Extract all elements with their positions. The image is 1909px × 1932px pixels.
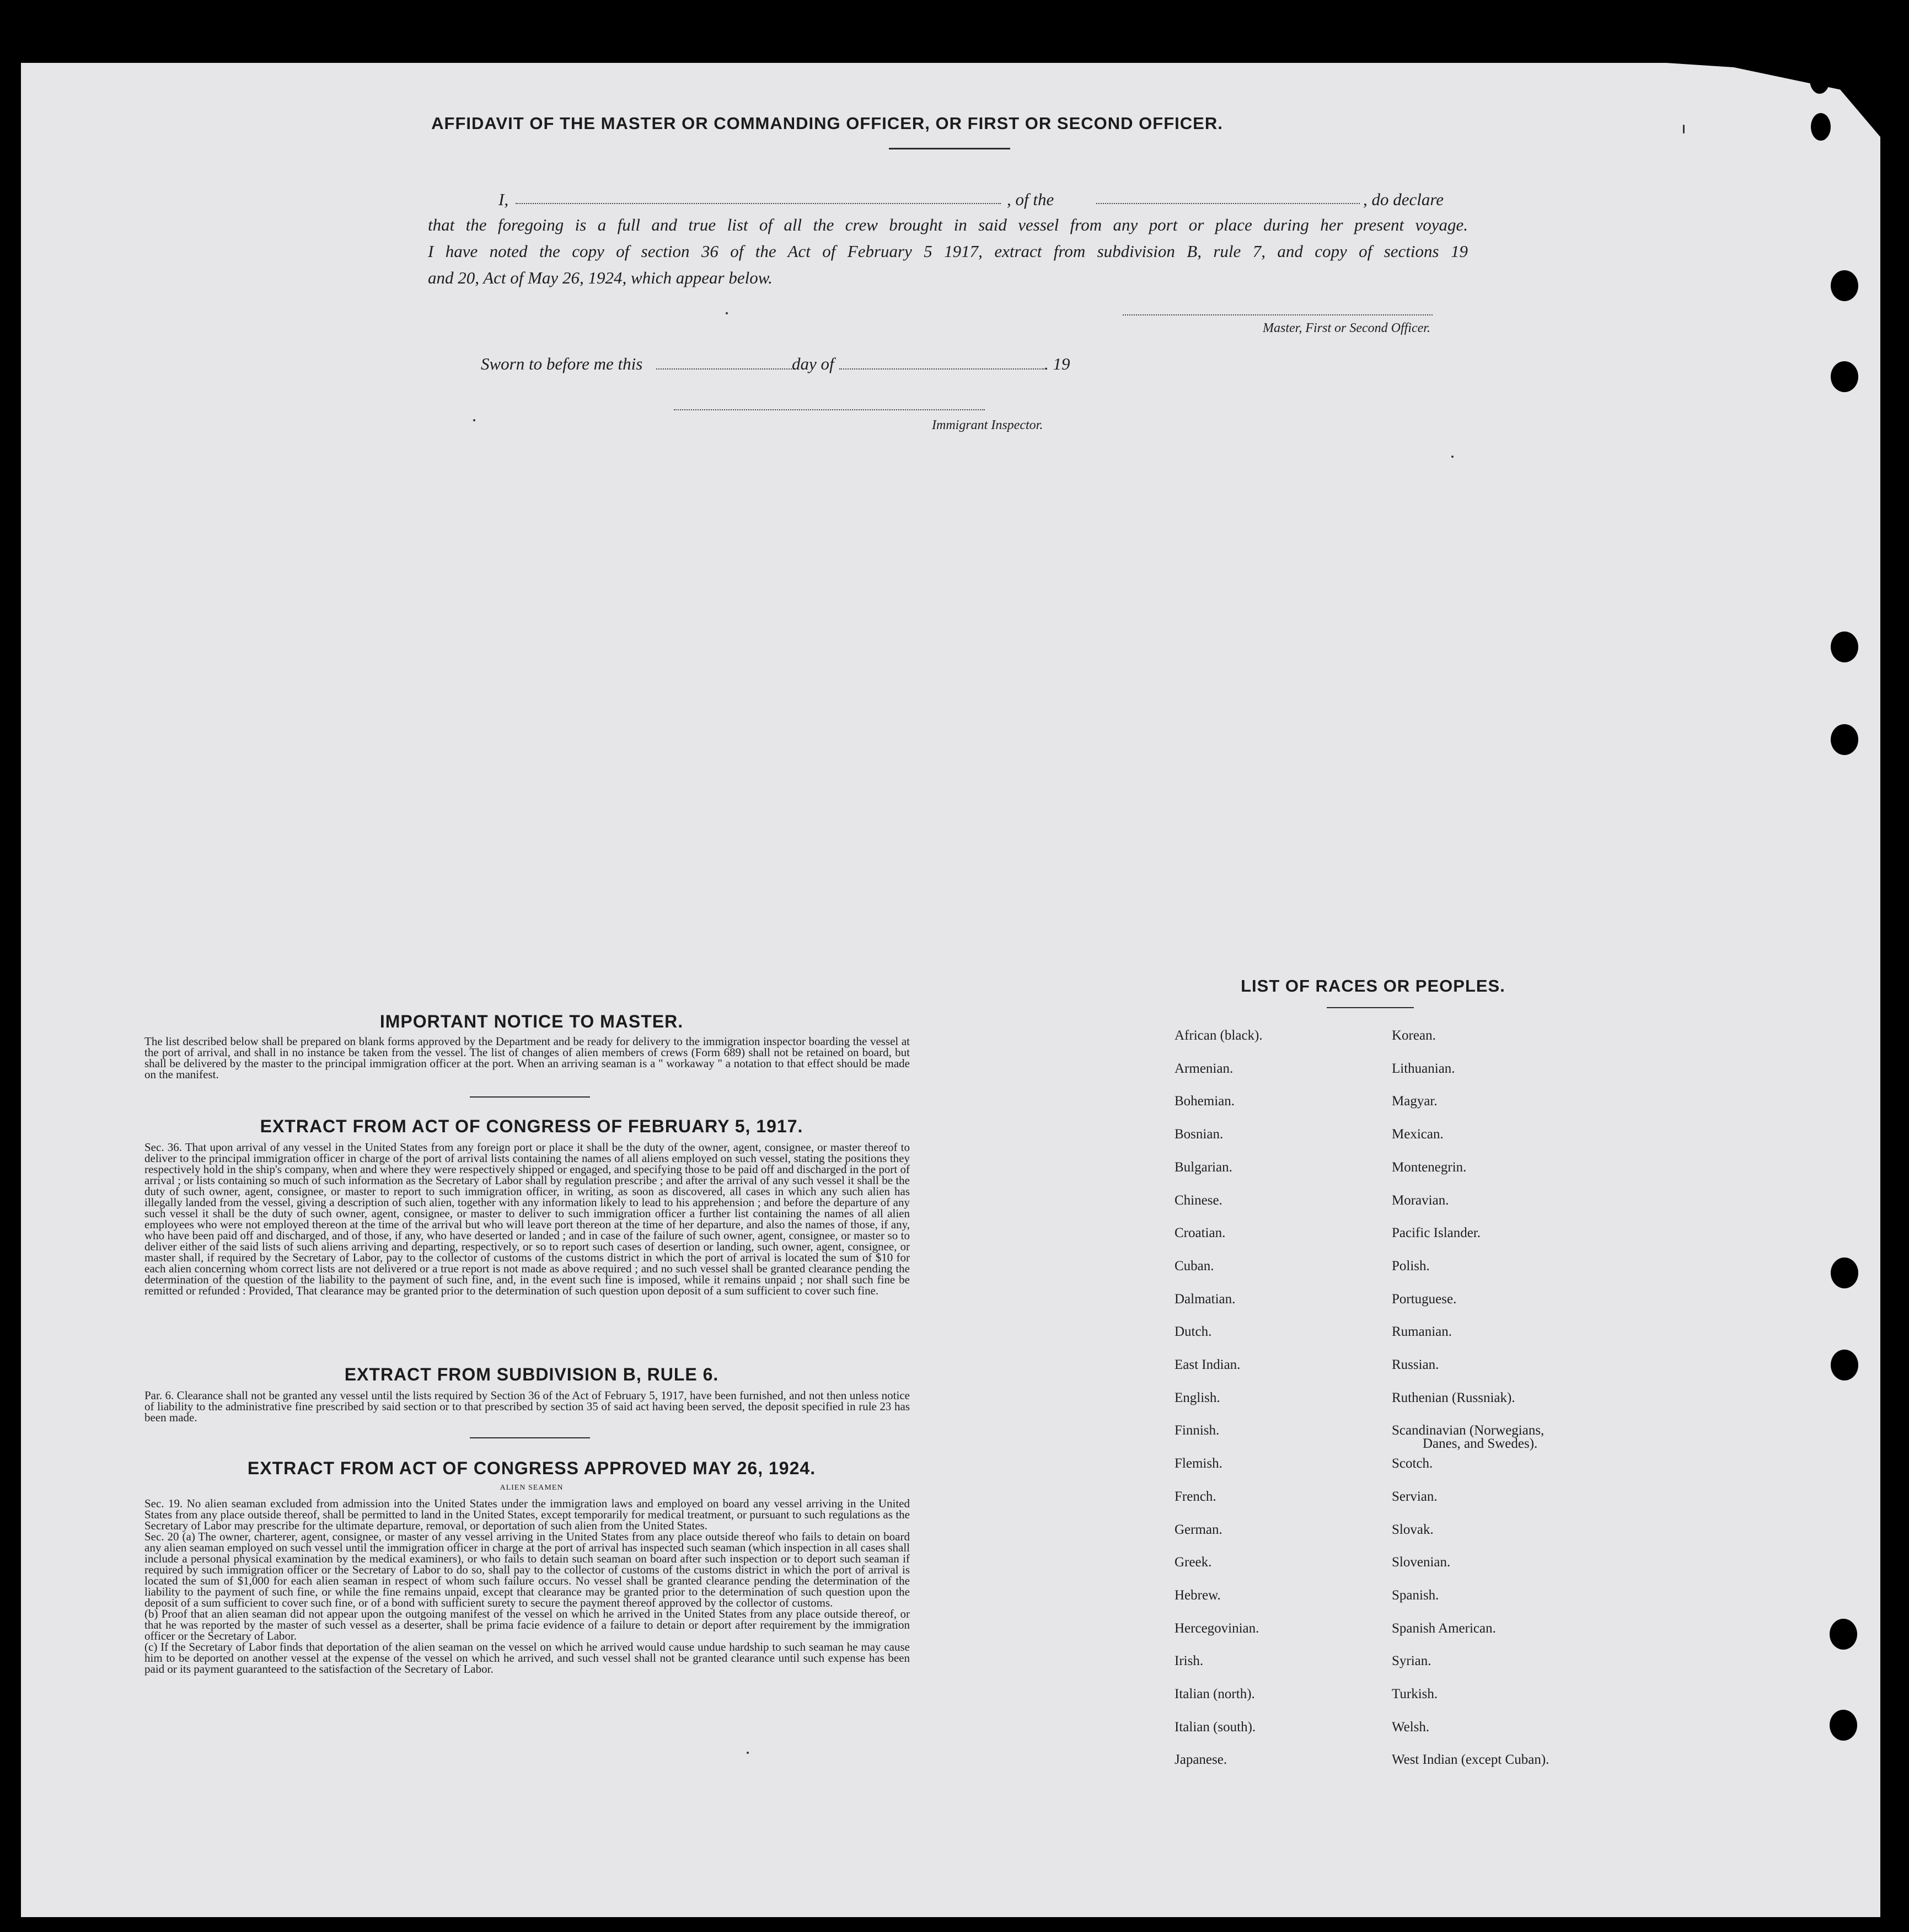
race-scandinavian-continued: Danes, and Swedes). xyxy=(1423,1436,1538,1451)
affidavit-i: I, xyxy=(498,190,509,209)
race-item: Ruthenian (Russniak). xyxy=(1392,1390,1515,1405)
race-item: Pacific Islander. xyxy=(1392,1225,1481,1240)
race-item: Croatian. xyxy=(1175,1225,1226,1240)
race-item: Mexican. xyxy=(1392,1127,1444,1142)
inspector-label: Immigrant Inspector. xyxy=(932,418,1043,432)
punch-hole xyxy=(1830,1619,1857,1650)
race-item: Slovenian. xyxy=(1392,1555,1451,1570)
punch-hole xyxy=(1831,1350,1858,1380)
race-item: Polish. xyxy=(1392,1259,1430,1273)
race-item: Scotch. xyxy=(1392,1456,1433,1471)
race-item: Greek. xyxy=(1175,1555,1212,1570)
race-item: Hercegovinian. xyxy=(1175,1621,1259,1636)
scan-speck xyxy=(473,419,475,421)
affidavit-do-declare: , do declare xyxy=(1363,190,1444,209)
extract-1924-body xyxy=(144,1498,910,1674)
name-blank xyxy=(516,203,1001,204)
race-item: Bulgarian. xyxy=(1175,1160,1232,1175)
affidavit-title: AFFIDAVIT OF THE MASTER OR COMMANDING OFFICER, OR FIRST OR SECOND OFFICER. xyxy=(431,114,1223,133)
race-item: Bohemian. xyxy=(1175,1094,1235,1109)
race-item: Korean. xyxy=(1392,1028,1436,1043)
section-divider xyxy=(470,1096,590,1098)
extract-1924-subtitle: ALIEN SEAMEN xyxy=(500,1484,564,1492)
race-item: Spanish. xyxy=(1392,1588,1439,1603)
race-item: Rumanian. xyxy=(1392,1324,1452,1339)
race-item: Chinese. xyxy=(1175,1193,1222,1208)
race-item: Spanish American. xyxy=(1392,1621,1496,1636)
race-item: Irish. xyxy=(1175,1653,1204,1668)
punch-hole xyxy=(1810,66,1830,94)
scan-speck xyxy=(747,1752,749,1754)
year-label: . 19 xyxy=(1044,354,1070,373)
affidavit-line-1: that the foregoing is a full and true list of all the crew brought in said vessel from any port or place during her present voyage. xyxy=(428,215,1468,234)
race-item: Magyar. xyxy=(1392,1094,1438,1109)
races-underline xyxy=(1327,1007,1414,1008)
punch-hole xyxy=(1831,631,1858,662)
section-divider xyxy=(470,1437,590,1438)
sworn-label: Sworn to before me this xyxy=(481,354,643,373)
race-item: Italian (north). xyxy=(1175,1687,1255,1701)
race-item: Montenegrin. xyxy=(1392,1160,1467,1175)
race-item: African (black). xyxy=(1175,1028,1263,1043)
race-item: Dalmatian. xyxy=(1175,1292,1236,1307)
race-item: Japanese. xyxy=(1175,1752,1227,1767)
race-item: English. xyxy=(1175,1390,1220,1405)
punch-hole xyxy=(1831,361,1858,392)
extract-1924-title: EXTRACT FROM ACT OF CONGRESS APPROVED MAY 26, 1924. xyxy=(247,1458,816,1478)
race-item: Portuguese. xyxy=(1392,1292,1457,1307)
race-item: Welsh. xyxy=(1392,1720,1430,1735)
race-item: Servian. xyxy=(1392,1489,1438,1504)
race-item: Bosnian. xyxy=(1175,1127,1224,1142)
vessel-blank xyxy=(1096,203,1360,204)
race-item: Dutch. xyxy=(1175,1324,1212,1339)
race-item: Finnish. xyxy=(1175,1423,1220,1438)
race-item: German. xyxy=(1175,1522,1222,1537)
punch-hole xyxy=(1831,1257,1858,1288)
extract-1917-title: EXTRACT FROM ACT OF CONGRESS OF FEBRUARY 5, 1917. xyxy=(260,1116,803,1136)
race-item: East Indian. xyxy=(1175,1357,1241,1372)
punch-hole xyxy=(1830,1710,1857,1741)
race-item: Cuban. xyxy=(1175,1259,1214,1273)
notice-text: The list described below shall be prepared on blank forms approved by the Department and be ready for delivery to the immigration inspector boarding the vessel at the port of arrival, and shall in no instance be taken from the vessel. The list of changes of alien members of crews (Form 689) shall not be retained on board, but shall be delivered by the master to the principal immigration officer at the port. When an arriving seaman is a " workaway " a notation to that effect should be made on the manifest. xyxy=(144,1035,910,1081)
race-item: Scandinavian (Norwegians, xyxy=(1392,1423,1545,1438)
extract-1924-para-3: (b) Proof that an alien seaman did not appear upon the outgoing manifest of the vessel on which he arrived in the United States from any place outside thereof, or that he was reported by the master of such vessel as a deserter, shall be prima facie evidence of a failure to detain or deport after requirement by the immigration officer or the Secretary of Labor. xyxy=(144,1607,910,1642)
race-item: Moravian. xyxy=(1392,1193,1449,1208)
race-item: Slovak. xyxy=(1392,1522,1434,1537)
inspector-signature-line xyxy=(674,409,985,410)
scan-speck xyxy=(1683,125,1685,133)
affidavit-of-the: , of the xyxy=(1007,190,1054,209)
master-signature-line xyxy=(1123,314,1433,315)
affidavit-line-2: I have noted the copy of section 36 of the Act of February 5 1917, extract from subdivision B, rule 7, and copy of sections 19 xyxy=(428,242,1468,261)
race-item: Syrian. xyxy=(1392,1653,1431,1668)
punch-hole xyxy=(1811,113,1831,141)
extract-rule6-title: EXTRACT FROM SUBDIVISION B, RULE 6. xyxy=(344,1364,719,1384)
punch-hole xyxy=(1831,724,1858,755)
scan-speck xyxy=(1451,456,1454,458)
race-item: French. xyxy=(1175,1489,1216,1504)
race-item: Russian. xyxy=(1392,1357,1439,1372)
race-item: Hebrew. xyxy=(1175,1588,1221,1603)
races-title: LIST OF RACES OR PEOPLES. xyxy=(1241,976,1505,996)
race-item: Italian (south). xyxy=(1175,1720,1256,1735)
race-item: Turkish. xyxy=(1392,1687,1438,1701)
race-item: Armenian. xyxy=(1175,1061,1234,1076)
affidavit-line-3: and 20, Act of May 26, 1924, which appear below. xyxy=(428,268,773,287)
extract-1924-para-1: Sec. 19. No alien seaman excluded from admission into the United States under the immigration laws and employed on board any vessel arriving in the United States from any place outside thereof, shall be permitted to land in the United States, except temporarily for medical treatment, or pursuant to such regulations as the Secretary of Labor may prescribe for the ultimate departure, removal, or deportation of such alien from the United States. xyxy=(144,1497,910,1532)
day-blank xyxy=(656,368,794,370)
extract-1924-para-2: Sec. 20 (a) The owner, charterer, agent, consignee, or master of any vessel arriving in the United States from any place outside thereof who fails to detain on board any alien seaman employed on such vessel until the immigration officer in charge at the port of arrival has inspected such seaman (which inspection in all cases shall include a personal physical examination by the medical examiners), or who fails to detain such seaman on board after such inspection or to deport such seaman if required by such immigration officer or the Secretary of Labor to do so, shall pay to the collector of customs of the customs district in which the port of arrival is located the sum of $1,000 for each alien seaman in respect of whom such failure occurs. No vessel shall be granted clearance pending the determination of the liability to the payment of such fine, or while the fine remains unpaid, except that clearance may be granted prior to the determination of such question upon the deposit of a sum sufficient to cover such fine, or of a bond with sufficient surety to secure the payment thereof approved by the collector of customs. xyxy=(144,1530,910,1609)
punch-hole xyxy=(1831,270,1858,301)
title-underline xyxy=(889,148,1010,149)
notice-title: IMPORTANT NOTICE TO MASTER. xyxy=(379,1012,684,1031)
scan-speck xyxy=(726,312,728,314)
extract-rule6-text: Par. 6. Clearance shall not be granted any vessel until the lists required by Section 36 of the Act of February 5, 1917, have been furnished, and not then unless notice of liability to the administrative fine prescribed by said section or to that prescribed by section 35 of said act having been served, the deposit specified in rule 23 has been made. xyxy=(144,1389,910,1424)
master-label: Master, First or Second Officer. xyxy=(1263,321,1430,335)
month-blank xyxy=(839,368,1044,370)
extract-1917-text: Sec. 36. That upon arrival of any vessel in the United States from any foreign port or place it shall be the duty of the owner, agent, consignee, or master thereof to deliver to the principal immigration officer in charge of the port of arrival lists containing the names of all aliens employed on such vessel, stating the positions they respectively hold in the ship's company, when and where they were respectively shipped or engaged, and specifying those to be paid off and discharged in the port of arrival ; or lists containing so much of such information as the Secretary of Labor shall by regulation prescribe ; and after the arrival of any such vessel it shall be the duty of such owner, agent, consignee, or master to report to such immigration officer, in writing, as soon as discovered, all cases in which any such alien has illegally landed from the vessel, giving a description of such alien, together with any information likely to lead to his apprehension ; and before the departure of any such vessel it shall be the duty of such owner, agent, consignee, or master to deliver to such immigration officer a further list containing the names of all alien employees who were not employed thereon at the time of the arrival but who will leave port thereon at the time of her departure, and also the names of those, if any, who have been paid off and discharged, and of those, if any, who have deserted or landed ; and in case of the failure of such owner, agent, consignee, or master so to deliver either of the said lists of such aliens arriving and departing, respectively, or so to report such cases of desertion or landing, such owner, agent, consignee, or master shall, if required by the Secretary of Labor, pay to the collector of customs of the customs district in which the port of arrival is located the sum of $10 for each alien concerning whom correct lists are not delivered or a true report is not made as above required ; and no such vessel shall be granted clearance pending the determination of the question of the liability to the payment of such fine, and, in the event such fine is imposed, while it remains unpaid ; nor shall such fine be remitted or refunded : Provided, That clearance may be granted prior to the determination of such question upon deposit of a sum sufficient to cover such fine. xyxy=(144,1141,910,1297)
race-item: Lithuanian. xyxy=(1392,1061,1455,1076)
extract-1924-para-4: (c) If the Secretary of Labor finds that deportation of the alien seaman on the vessel on which he arrived would cause undue hardship to such seaman he may cause him to be deported on another vessel at the expense of the vessel on which he arrived, and such vessel shall not be granted clearance until such expense has been paid or its payment guaranteed to the satisfaction of the Secretary of Labor. xyxy=(144,1640,910,1676)
race-item: West Indian (except Cuban). xyxy=(1392,1752,1549,1767)
day-of-label: day of xyxy=(792,354,834,373)
race-item: Flemish. xyxy=(1175,1456,1222,1471)
